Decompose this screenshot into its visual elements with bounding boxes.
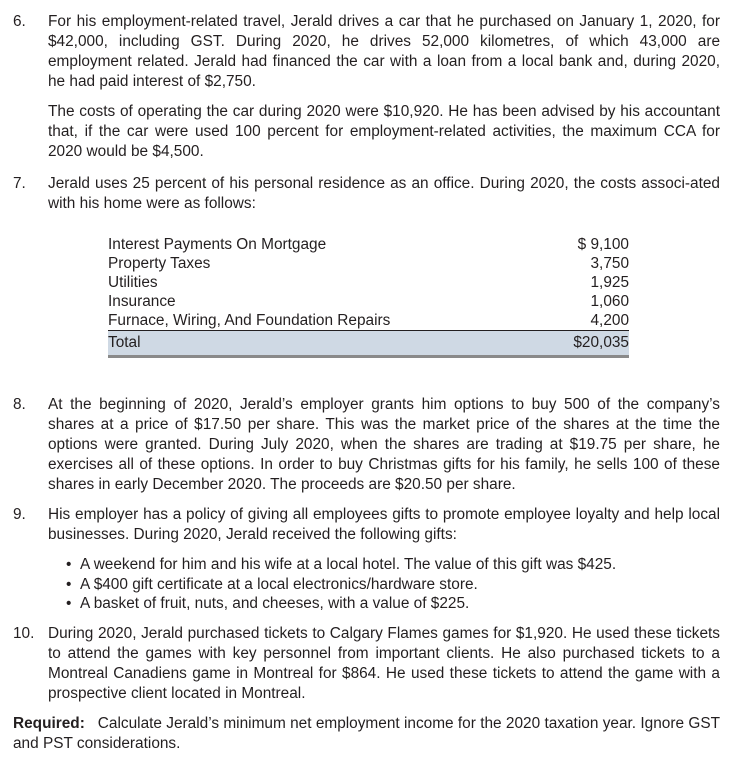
bullet-icon: • [66, 595, 72, 612]
cost-amount: 3,750 [590, 255, 629, 272]
list-item [66, 555, 720, 575]
bullet-icon: • [66, 575, 72, 593]
cost-amount: 1,925 [590, 274, 629, 291]
gift-list [66, 555, 720, 614]
cost-label: Utilities [108, 274, 158, 291]
item-paragraph: The costs of operating the car during 2020 were $10,920. He has been advised by his accountant that, if the car were used 100 percent for employment-related activities, the maximum CCA for 2020 would be $4,500. [48, 103, 720, 160]
cost-label: Furnace, Wiring, And Foundation Repairs [108, 312, 391, 329]
item-10-entertainment-tickets [13, 624, 720, 704]
list-item-text: A basket of fruit, nuts, and cheeses, with a value of $225. [80, 595, 470, 612]
item-paragraph: Jerald uses 25 percent of his personal residence as an office. During 2020, the costs associ-ated with his home were as follows: [48, 175, 720, 212]
item-6-car-expenses [13, 12, 720, 162]
item-number: 6. [13, 13, 26, 30]
cost-label: Insurance [108, 293, 176, 310]
home-costs-table [108, 235, 629, 358]
total-label: Total [108, 331, 543, 357]
item-paragraph: For his employment-related travel, Jerald drives a car that he purchased on January 1, 2020, for $42,000, including GST. During 2020, he drives 52,000 kilometres, of which 43,000 are employment related. Jerald had financed the car with a loan from a local bank and, during 2020, he had paid interest of $2,750. [48, 13, 720, 90]
item-number: 10. [13, 624, 35, 642]
cost-amount: $ 9,100 [577, 236, 629, 253]
item-paragraph: At the beginning of 2020, Jerald’s employer grants him options to buy 500 of the company’s shares at a price of $17.50 per share. This was the market price of the shares at the time the options were granted. During July 2020, when the shares are trading at $19.75 per share, he exercises all of these options. In order to buy Christmas gifts for his family, he sells 100 of these shares in early December 2020. The proceeds are $20.50 per share. [48, 396, 720, 493]
total-amount: $20,035 [543, 331, 629, 357]
list-item-text: A $400 gift certificate at a local electronics/hardware store. [80, 575, 478, 593]
table-row [108, 235, 629, 254]
required-text: Calculate Jerald’s minimum net employment income for the 2020 taxation year. Ignore GST and PST considerations. [13, 714, 720, 752]
item-number: 9. [13, 506, 26, 523]
item-number: 8. [13, 396, 26, 413]
list-item-text: A weekend for him and his wife at a local hotel. The value of this gift was $425. [80, 556, 617, 573]
table-total-row [108, 331, 629, 357]
list-item [66, 575, 720, 595]
item-9-employee-gifts [13, 505, 720, 614]
item-8-stock-options [13, 395, 720, 495]
cost-amount: 1,060 [590, 293, 629, 310]
table-row [108, 254, 629, 273]
required-label: Required: [13, 714, 85, 732]
list-item [66, 594, 720, 614]
table-row [108, 292, 629, 311]
cost-label: Interest Payments On Mortgage [108, 236, 327, 253]
item-7-home-office [13, 174, 720, 358]
table-row [108, 273, 629, 292]
required-instruction [13, 714, 720, 754]
cost-label: Property Taxes [108, 255, 211, 272]
item-paragraph: During 2020, Jerald purchased tickets to Calgary Flames games for $1,920. He used these tickets to attend the games with key personnel from important clients. He also purchased tickets to a Montreal Canadiens game in Montreal for $864. He used these tickets to attend the game with a prospective client located in Montreal. [48, 624, 720, 702]
item-paragraph: His employer has a policy of giving all employees gifts to promote employee loyalty and help local businesses. During 2020, Jerald received the following gifts: [48, 506, 720, 543]
bullet-icon: • [66, 556, 72, 573]
cost-amount: 4,200 [590, 312, 629, 329]
table-row [108, 311, 629, 331]
item-number: 7. [13, 175, 26, 192]
